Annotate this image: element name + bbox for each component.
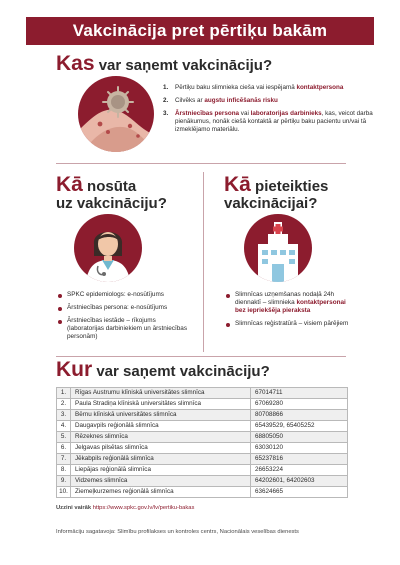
kas-item-2 [163, 97, 373, 105]
hospital-phone[interactable]: 26653224 [251, 465, 348, 476]
hospital-name: Rēzeknes slimnīca [71, 432, 251, 443]
prepared-by [56, 529, 299, 535]
hospital-illustration [244, 214, 312, 282]
nosuta-heading-rest: nosūta [82, 178, 137, 195]
table-row [57, 410, 348, 421]
kas-item-text: vai [239, 110, 251, 117]
hospital-name: Rīgas Austrumu klīniskā universitātes slimnīca [71, 388, 251, 399]
more-info-line [56, 505, 194, 511]
hospital-name: Vidzemes slimnīca [71, 476, 251, 487]
hospital-icon [244, 214, 312, 282]
table-row [57, 399, 348, 410]
hospital-name: Jelgavas pilsētas slimnīca [71, 443, 251, 454]
pieteikties-list [226, 291, 356, 333]
bullet-icon [58, 307, 62, 311]
kas-item-number: 2. [163, 97, 169, 104]
pieteikties-heading-big: Kā [224, 173, 251, 196]
kur-heading-rest: var saņemt vakcināciju? [92, 363, 270, 380]
nosuta-heading [56, 173, 167, 212]
row-number: 4. [57, 421, 71, 432]
horizontal-divider [56, 163, 346, 164]
row-number: 5. [57, 432, 71, 443]
kas-item-number: 1. [163, 84, 169, 91]
row-number: 9. [57, 476, 71, 487]
bullet-icon [226, 294, 230, 298]
kas-item-bold: laboratorijas darbinieks [250, 110, 322, 117]
hospital-phone[interactable]: 67014711 [251, 388, 348, 399]
nosuta-heading-big: Kā [56, 173, 83, 196]
pieteikties-heading [224, 173, 329, 212]
table-row [57, 476, 348, 487]
kur-heading-big: Kur [56, 358, 93, 381]
vertical-divider [203, 172, 204, 352]
pieteikties-heading-rest: pieteikties [250, 178, 329, 195]
hospital-phone[interactable]: 65439529, 65405252 [251, 421, 348, 432]
pieteikties-heading-rest: vakcinācijai? [224, 195, 318, 212]
hospital-name: Ziemeļkurzemes reģionālā slimnīca [71, 487, 251, 498]
row-number: 2. [57, 399, 71, 410]
kas-item-text: , kas, veicot darba pienākumus, nonāk ciešā kontaktā ar pērtiķu baku pacientu un/vai tā izmeklējamo materiālu. [175, 110, 373, 133]
table-row [57, 443, 348, 454]
table-row [57, 432, 348, 443]
nosuta-item-text: Ārstniecības persona: e-nosūtījums [67, 304, 168, 311]
hospital-phone[interactable]: 67069280 [251, 399, 348, 410]
kas-item-bold: augstu inficēšanās risku [204, 97, 278, 104]
pieteikties-item-text: Slimnīcas uzņemšanas nodaļā 24h diennaktī – slimnieka [235, 291, 335, 306]
kas-heading-rest: var saņemt vakcināciju? [94, 57, 273, 74]
bullet-icon [58, 294, 62, 298]
hospital-name: Paula Stradiņa klīniskā universitātes slimnīca [71, 399, 251, 410]
pieteikties-item-text: Slimnīcas reģistratūrā – visiem pārējiem [235, 320, 349, 327]
hospital-phone[interactable]: 68805050 [251, 432, 348, 443]
bullet-icon [226, 323, 230, 327]
hospital-phone[interactable]: 63624665 [251, 487, 348, 498]
kas-item-number: 3. [163, 110, 169, 117]
row-number: 3. [57, 410, 71, 421]
skin-virus-icon [78, 76, 154, 152]
kas-list [163, 84, 373, 139]
nosuta-item-text: Ārstniecības iestāde – rīkojums (laboratorijas darbiniekiem un ārstniecības personām) [67, 317, 188, 340]
nosuta-list [58, 291, 193, 346]
hospital-table [56, 387, 348, 498]
row-number: 8. [57, 465, 71, 476]
horizontal-divider [56, 356, 346, 357]
hospital-name: Jēkabpils reģionālā slimnīca [71, 454, 251, 465]
row-number: 10. [57, 487, 71, 498]
table-row [57, 388, 348, 399]
more-info-label: Uzzini vairāk [56, 505, 93, 511]
hospital-name: Bērnu klīniskā universitātes slimnīca [71, 410, 251, 421]
row-number: 1. [57, 388, 71, 399]
nosuta-item [58, 291, 193, 299]
page-title-banner [26, 17, 374, 45]
bullet-icon [58, 320, 62, 324]
table-row [57, 454, 348, 465]
row-number: 6. [57, 443, 71, 454]
hospital-name: Daugavpils reģionālā slimnīca [71, 421, 251, 432]
kas-item-text: Pērtiķu baku slimnieka cieša vai iespējamā [175, 84, 297, 91]
pieteikties-item-bold: kontaktpersonai bez iepriekšēja pieraksta [235, 299, 346, 314]
table-row [57, 487, 348, 498]
hospital-phone[interactable]: 64202601, 64202603 [251, 476, 348, 487]
hospital-phone[interactable]: 65237816 [251, 454, 348, 465]
table-row [57, 465, 348, 476]
kas-item-bold: Ārstniecības persona [175, 110, 240, 117]
prepared-by-text: Informāciju sagatavoja: Slimību profilakses un kontroles centrs, Nacionālais veselības dienests [56, 529, 299, 535]
nosuta-item [58, 304, 193, 312]
page-title: Vakcinācija pret pērtiķu bakām [72, 21, 328, 40]
table-row [57, 421, 348, 432]
hospital-phone[interactable]: 63030120 [251, 443, 348, 454]
kas-heading-big: Kas [56, 52, 95, 75]
hospital-name: Liepājas reģionālā slimnīca [71, 465, 251, 476]
doctor-illustration [74, 214, 142, 282]
skin-virus-illustration [78, 76, 154, 152]
kas-heading [56, 52, 273, 75]
nosuta-heading-rest: uz vakcināciju? [56, 195, 167, 212]
hospital-phone[interactable]: 80708866 [251, 410, 348, 421]
nosuta-item-text: SPKC epidemiologs: e-nosūtījums [67, 291, 164, 298]
pieteikties-item [226, 291, 356, 315]
row-number: 7. [57, 454, 71, 465]
kas-item-3 [163, 110, 373, 134]
pieteikties-item [226, 320, 356, 328]
doctor-icon [74, 214, 142, 282]
kas-item-1 [163, 84, 373, 92]
kas-item-text: Cilvēks ar [175, 97, 205, 104]
kur-heading [56, 358, 270, 381]
nosuta-item [58, 317, 193, 341]
kas-item-bold: kontaktpersona [296, 84, 344, 91]
more-info-link[interactable]: https://www.spkc.gov.lv/lv/pertiku-bakas [92, 505, 195, 511]
